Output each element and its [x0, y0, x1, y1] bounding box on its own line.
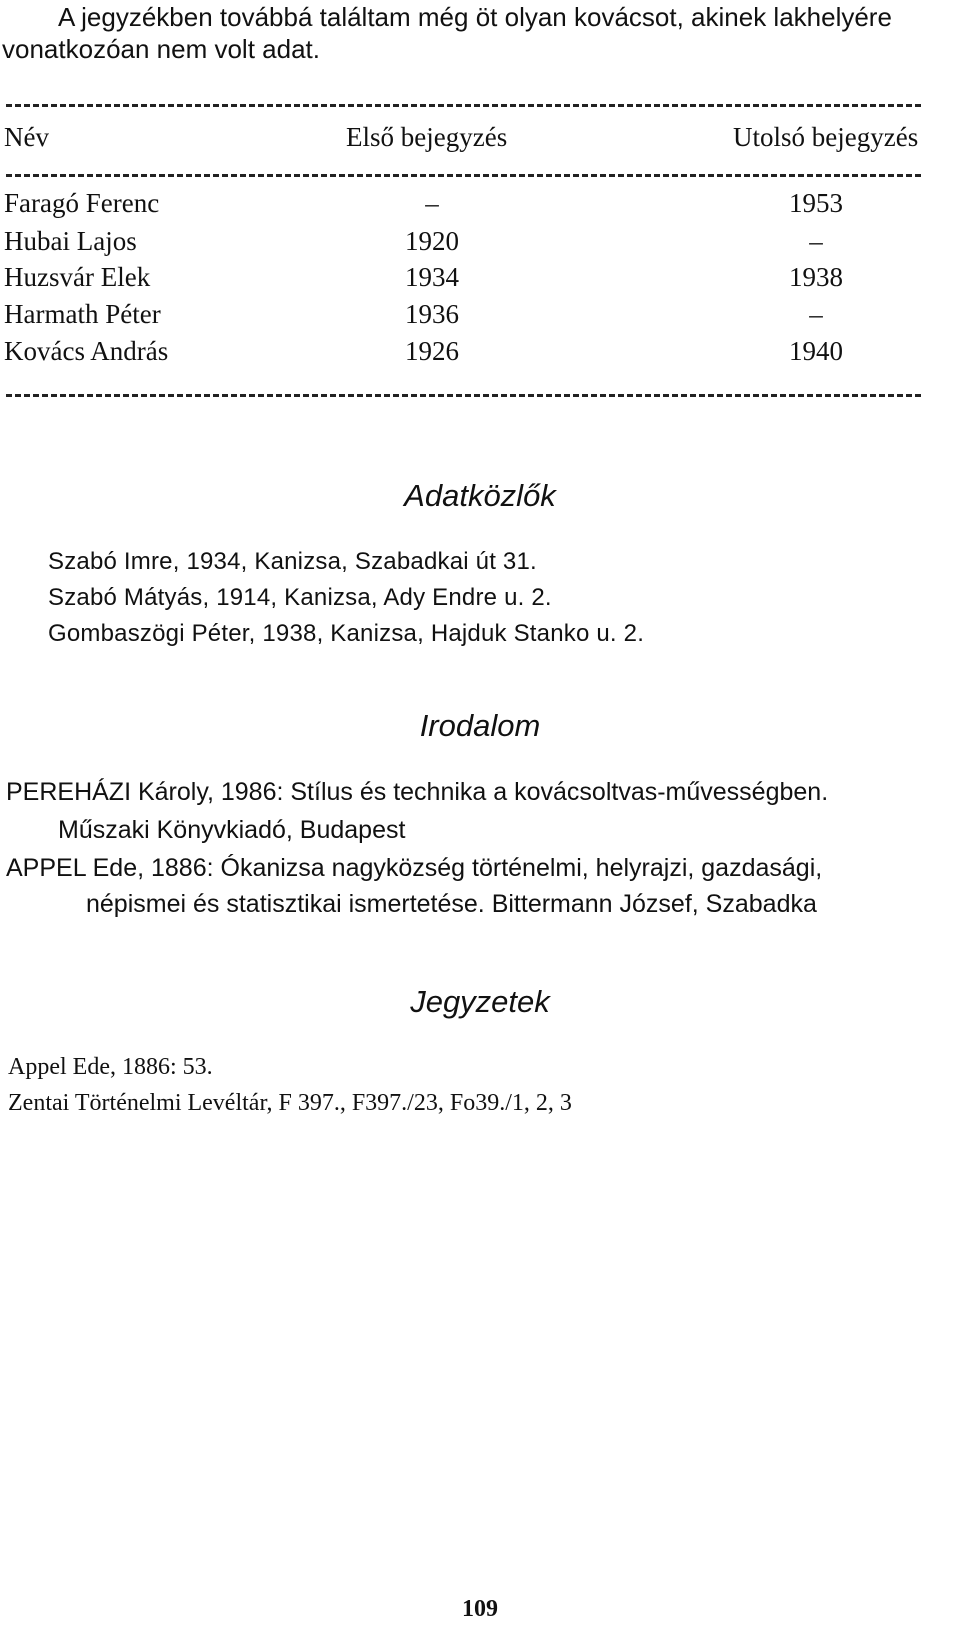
table-cell-name: Harmath Péter	[4, 299, 161, 329]
table-cell-first-entry: –	[425, 188, 439, 218]
table-cell-last-entry: 1940	[789, 336, 843, 366]
table-cell-name: Faragó Ferenc	[4, 188, 160, 218]
table-cell-name: Huzsvár Elek	[4, 262, 151, 292]
table-cell-last-entry: –	[809, 226, 823, 256]
reference-line-2: népismei és statisztikai ismertetése. Bittermann József, Szabadka	[86, 890, 817, 918]
literature-heading: Irodalom	[419, 708, 541, 743]
table-cell-last-entry: 1938	[789, 262, 843, 292]
table-header-rule	[6, 174, 921, 177]
column-header-name: Név	[4, 122, 49, 152]
table-cell-first-entry: 1920	[405, 226, 459, 256]
table-cell-name: Kovács András	[4, 336, 169, 366]
column-header-last-entry: Utolsó bejegyzés	[733, 122, 919, 152]
page-number: 109	[462, 1596, 498, 1622]
reference-line-2: Műszaki Könyvkiadó, Budapest	[58, 816, 406, 844]
informant-item: Szabó Imre, 1934, Kanizsa, Szabadkai út 31.	[48, 548, 537, 575]
table-bottom-rule	[6, 394, 921, 397]
note-item: Zentai Történelmi Levéltár, F 397., F397./23, Fo39./1, 2, 3	[8, 1090, 572, 1116]
intro-line-2: vonatkozóan nem volt adat.	[2, 34, 320, 64]
table-cell-last-entry: –	[809, 299, 823, 329]
table-cell-first-entry: 1926	[405, 336, 459, 366]
table-cell-first-entry: 1936	[405, 299, 459, 329]
reference-line-1: PEREHÁZI Károly, 1986: Stílus és technika a kovácsoltvas-művességben.	[6, 778, 829, 806]
table-cell-last-entry: 1953	[789, 188, 843, 218]
note-item: Appel Ede, 1886: 53.	[8, 1054, 213, 1080]
informant-item: Gombaszögi Péter, 1938, Kanizsa, Hajduk Stanko u. 2.	[48, 620, 645, 647]
notes-heading: Jegyzetek	[410, 984, 550, 1019]
reference-line-1: APPEL Ede, 1886: Ókanizsa nagyközség történelmi, helyrajzi, gazdasági,	[6, 854, 823, 882]
informants-heading: Adatközlők	[404, 478, 556, 513]
intro-line-1: A jegyzékben továbbá találtam még öt olyan kovácsot, akinek lakhelyére	[58, 2, 892, 32]
table-top-rule	[6, 104, 921, 107]
table-cell-name: Hubai Lajos	[4, 226, 137, 256]
table-cell-first-entry: 1934	[405, 262, 459, 292]
informant-item: Szabó Mátyás, 1914, Kanizsa, Ady Endre u. 2.	[48, 584, 552, 611]
column-header-first-entry: Első bejegyzés	[346, 122, 508, 152]
